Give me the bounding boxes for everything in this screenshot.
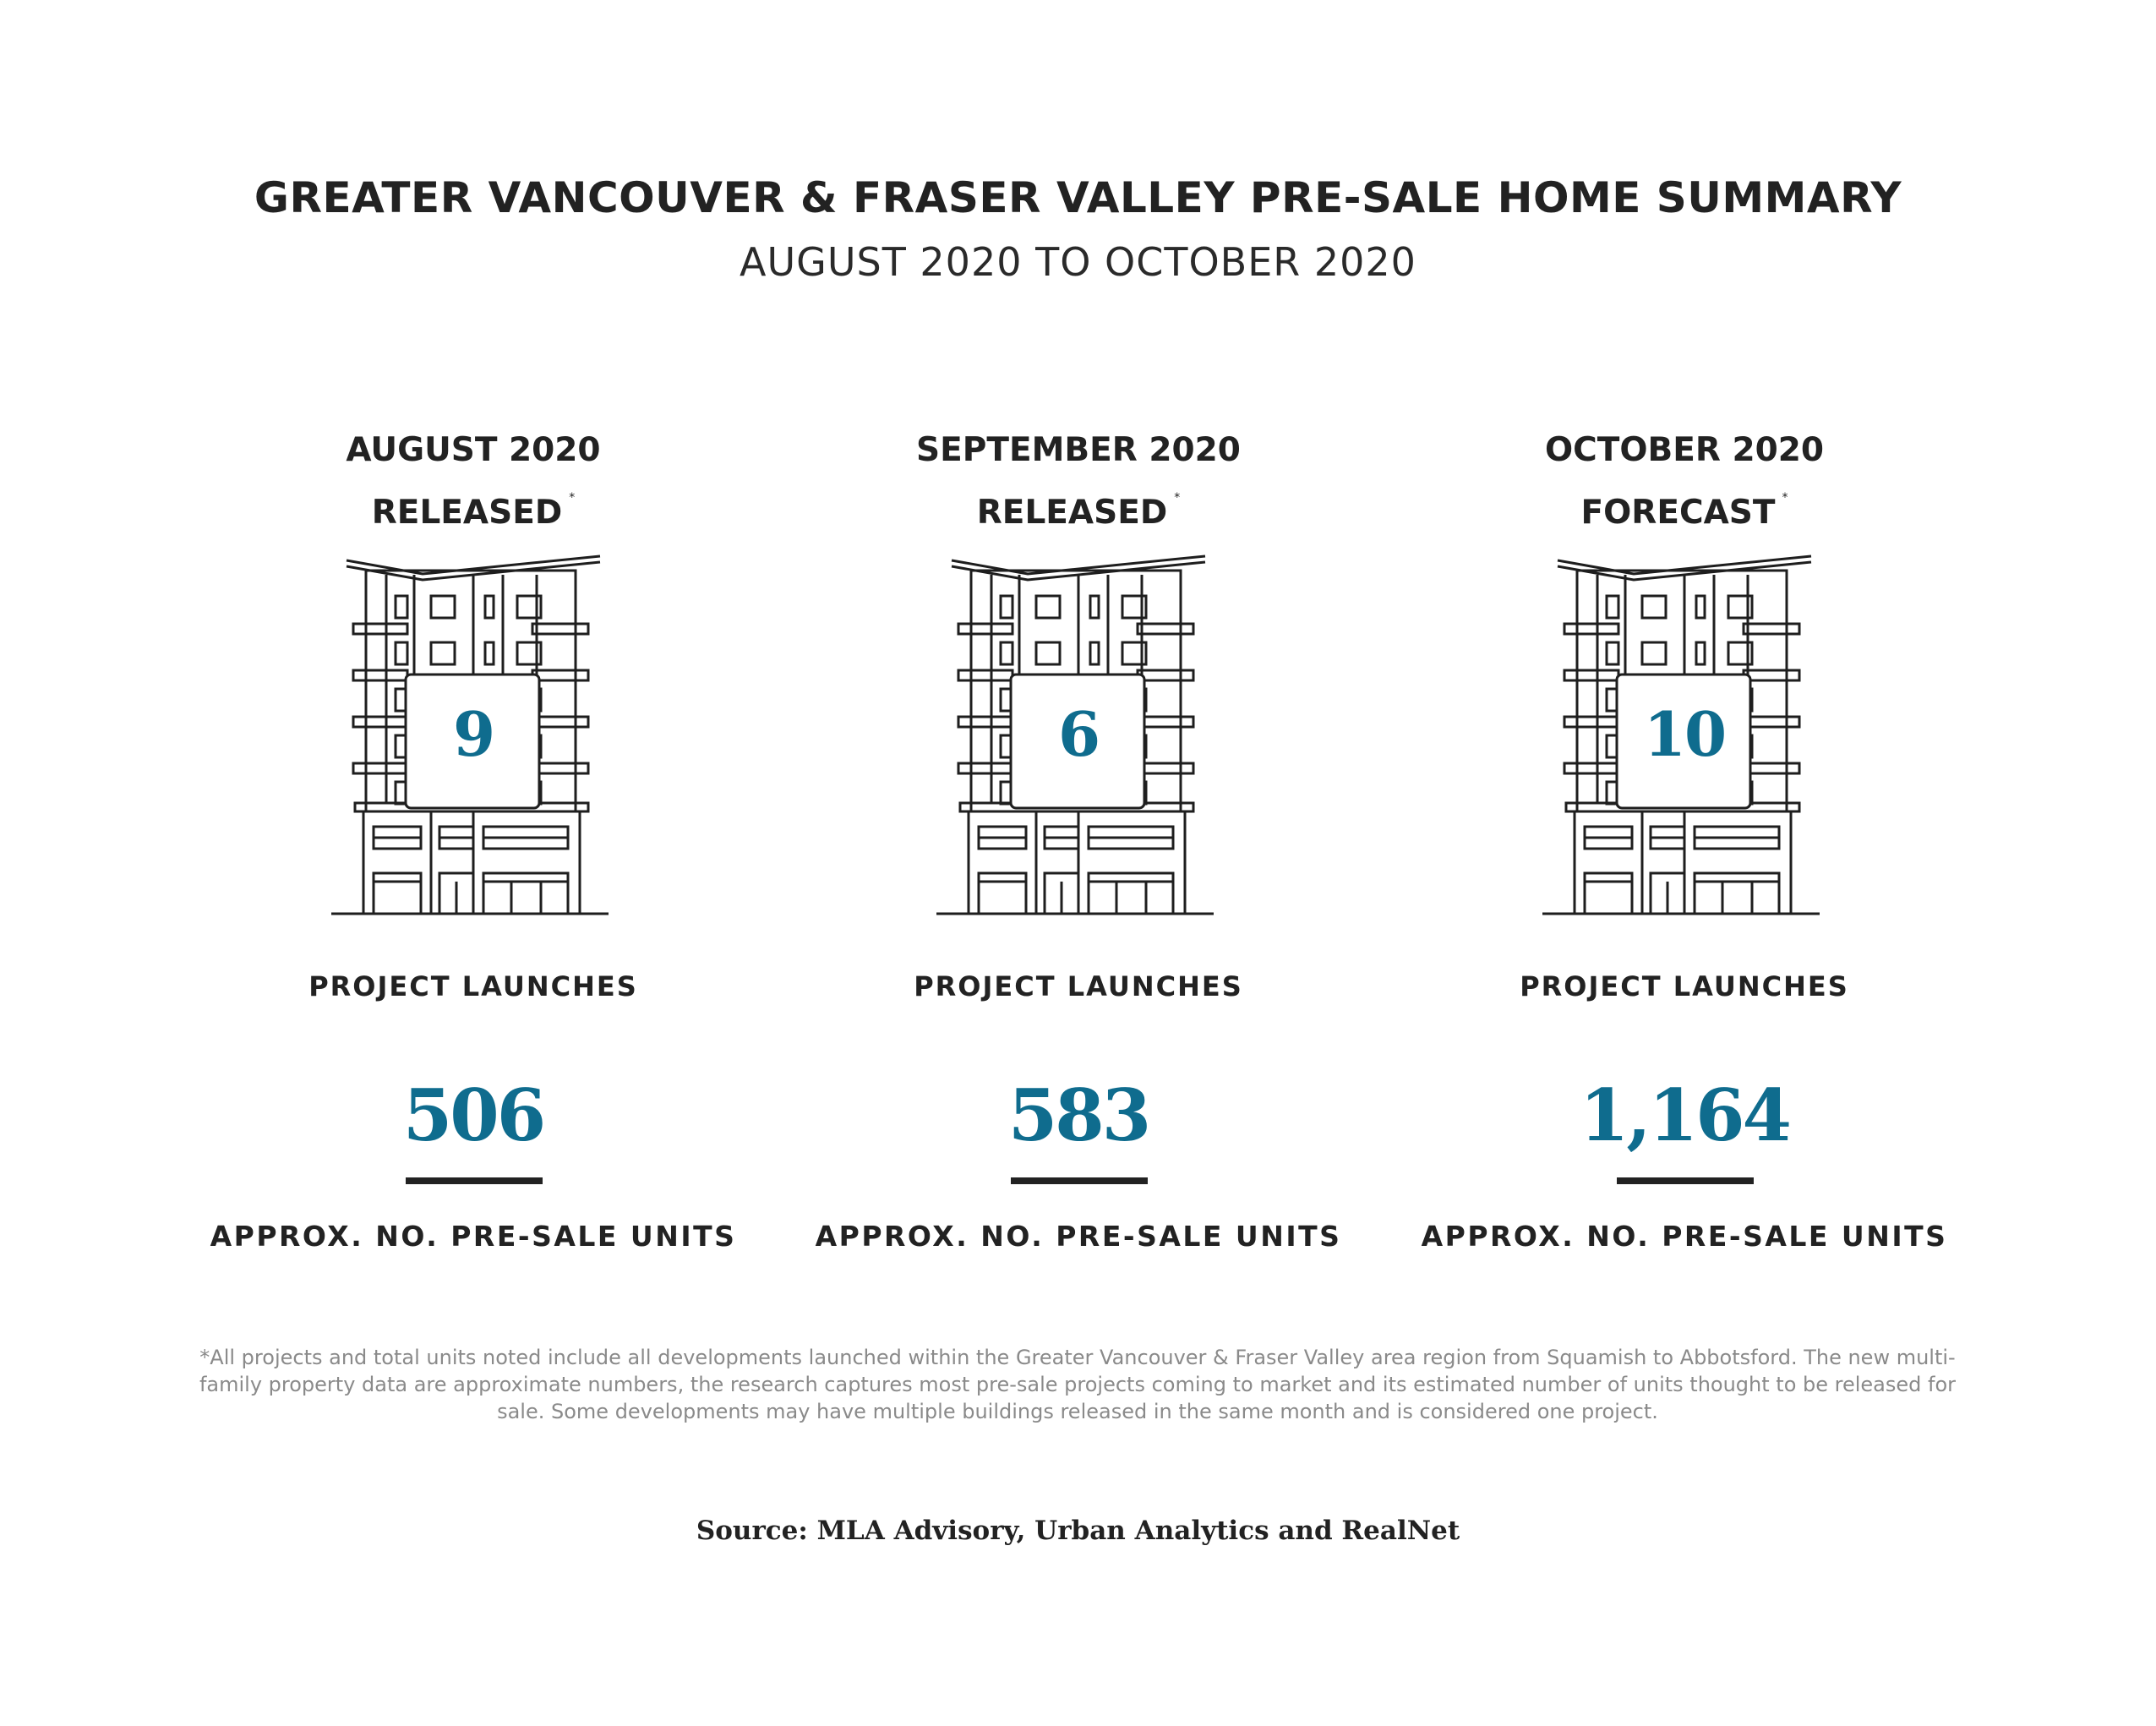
presale-units-label: APPROX. NO. PRE-SALE UNITS — [1421, 1220, 1948, 1253]
summary-column-october — [1363, 0, 2006, 1352]
presale-units-count: 1,164 — [1579, 1073, 1790, 1157]
project-launch-count: 9 — [452, 698, 494, 770]
presale-units-label: APPROX. NO. PRE-SALE UNITS — [815, 1220, 1342, 1253]
presale-units-label: APPROX. NO. PRE-SALE UNITS — [210, 1220, 737, 1253]
summary-column-august — [152, 0, 794, 1352]
status-label: FORECAST — [1580, 494, 1776, 532]
project-launches-label: PROJECT LAUNCHES — [308, 970, 638, 1002]
column-heading — [152, 427, 794, 537]
presale-units-count: 583 — [1007, 1073, 1149, 1157]
month-label: OCTOBER 2020 — [1544, 431, 1825, 469]
page-title: GREATER VANCOUVER & FRASER VALLEY PRE-SALE HOME SUMMARY — [254, 173, 1902, 222]
project-launches-label: PROJECT LAUNCHES — [1520, 970, 1849, 1002]
divider-bar — [1011, 1177, 1148, 1184]
asterisk-marker: * — [569, 491, 576, 505]
project-launch-count: 10 — [1643, 698, 1726, 770]
status-label: RELEASED — [371, 494, 563, 532]
asterisk-marker: * — [1782, 491, 1788, 505]
month-label: SEPTEMBER 2020 — [916, 431, 1241, 469]
project-launches-label: PROJECT LAUNCHES — [914, 970, 1243, 1002]
divider-bar — [406, 1177, 543, 1184]
footnote: *All projects and total units noted include all developments launched within the Greater Vancouver & Fraser Valley area region from Squamish to Abbotsford. The new multi-family property data are approximate numbers, the research captures most pre-sale projects coming to market and its estimated number of units thought to be released for sale. Some developments may have multiple buildings released in the same month and is considered one project. — [199, 1346, 1957, 1423]
column-heading — [1363, 427, 2006, 537]
column-heading — [757, 427, 1400, 537]
asterisk-marker: * — [1174, 491, 1181, 505]
month-label: AUGUST 2020 — [346, 431, 601, 469]
summary-column-september — [757, 0, 1400, 1352]
divider-bar — [1617, 1177, 1754, 1184]
source-credit: Source: MLA Advisory, Urban Analytics and RealNet — [696, 1516, 1460, 1546]
project-launch-count: 6 — [1057, 698, 1100, 770]
page-subtitle: AUGUST 2020 TO OCTOBER 2020 — [740, 239, 1416, 285]
status-label: RELEASED — [976, 494, 1168, 532]
presale-units-count: 506 — [402, 1073, 544, 1157]
